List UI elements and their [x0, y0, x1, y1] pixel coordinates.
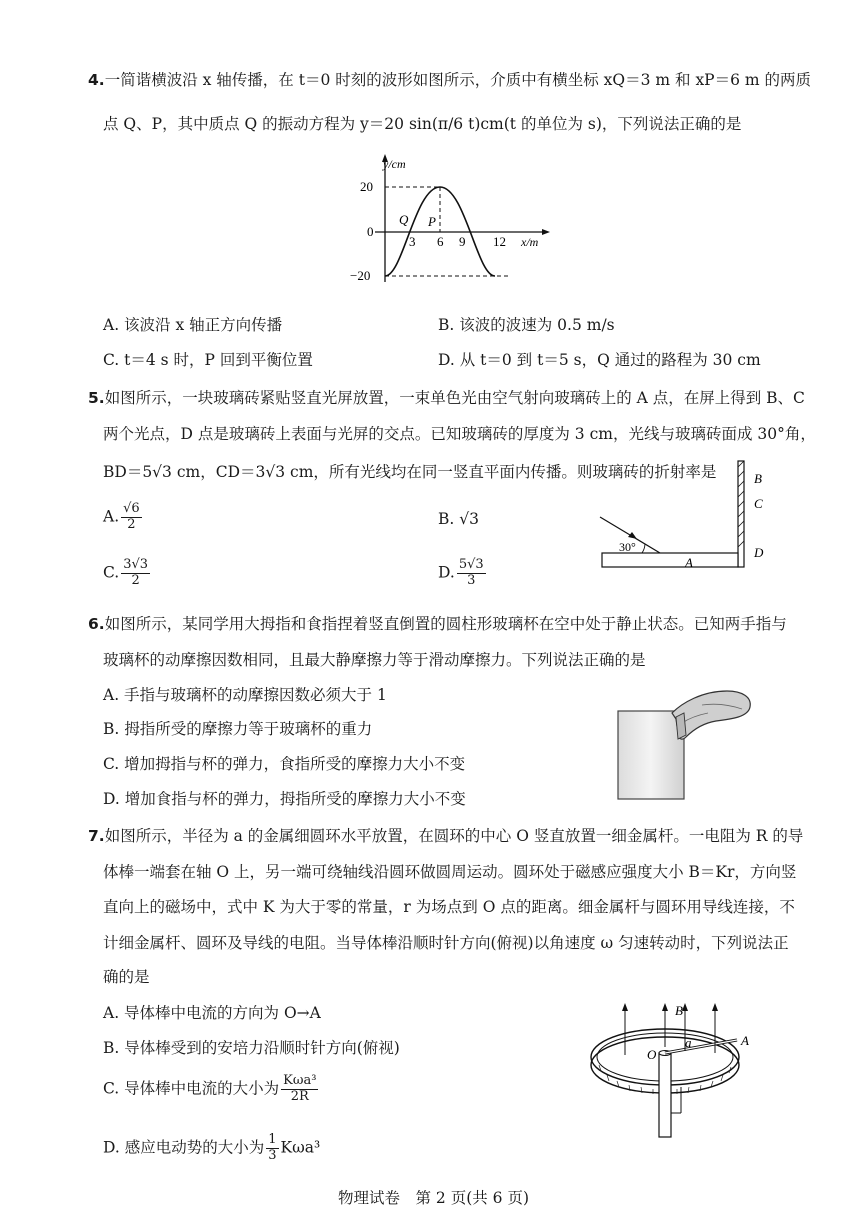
y-tick-0: 0 — [367, 224, 374, 239]
q4-option-c: C. t＝4 s 时，P 回到平衡位置 — [103, 351, 313, 369]
q7-option-a: A. 导体棒中电流的方向为 O→A — [103, 1004, 321, 1022]
label-a: a — [685, 1035, 692, 1050]
x-axis-label: x/m — [521, 235, 539, 249]
q5-number: 5. — [88, 389, 105, 407]
point-B-label: B — [754, 471, 762, 486]
q6-option-b: B. 拇指所受的摩擦力等于玻璃杯的重力 — [103, 720, 373, 738]
q4-line1 — [88, 68, 811, 90]
q5-option-c: C. $\frac{3√3}{2}$ — [103, 557, 149, 588]
q7-number: 7. — [88, 827, 105, 845]
x-tick-3: 3 — [409, 234, 416, 249]
q5-text1: 如图所示，一块玻璃砖紧贴竖直光屏放置，一束单色光由空气射向玻璃砖上的 A 点，在屏上得到 B、C — [104, 389, 805, 407]
q5-option-b: B. √3 — [438, 510, 479, 528]
y-tick-neg20: −20 — [350, 268, 371, 283]
angle-label: 30° — [619, 540, 636, 554]
point-D-label: D — [754, 545, 764, 560]
y-tick-20: 20 — [360, 179, 373, 194]
q7-option-d: D. 感应电动势的大小为 $\frac{1}{3}$ Kωa³ — [103, 1132, 321, 1163]
q6-glass-cup-hand-figure — [612, 683, 757, 803]
q6-line1 — [88, 612, 787, 634]
q7-ring-figure — [585, 995, 760, 1145]
q4-option-a: A. 该波沿 x 轴正方向传播 — [103, 316, 283, 334]
q5-line1 — [88, 386, 805, 408]
label-B: B — [675, 1003, 683, 1018]
q7-line4: 计细金属杆、圆环及导线的电阻。当导体棒沿顺时针方向(俯视)以角速度 ω 匀速转动时，下列说法正 — [103, 934, 789, 952]
q6-option-d: D. 增加食指与杯的弹力，拇指所受的摩擦力大小不变 — [103, 790, 466, 808]
label-O: O — [647, 1047, 657, 1062]
q6-line2: 玻璃杯的动摩擦因数相同，且最大静摩擦力等于滑动摩擦力。下列说法正确的是 — [103, 651, 646, 669]
q6-option-a: A. 手指与玻璃杯的动摩擦因数必须大于 1 — [103, 686, 387, 704]
x-tick-12: 12 — [493, 234, 506, 249]
q5-line3: BD＝5√3 cm，CD＝3√3 cm，所有光线均在同一竖直平面内传播。则玻璃砖的折射率是 — [103, 463, 717, 481]
q7-line2: 体棒一端套在轴 O 上，另一端可绕轴线沿圆环做圆周运动。圆环处于磁感应强度大小 B＝Kr，方向竖 — [103, 863, 797, 881]
q5-option-d: D. $\frac{5√3}{3}$ — [438, 557, 484, 588]
q6-text1: 如图所示，某同学用大拇指和食指捏着竖直倒置的圆柱形玻璃杯在空中处于静止状态。已知两手指与 — [104, 615, 787, 633]
point-C-label: C — [754, 496, 763, 511]
label-A: A — [741, 1033, 749, 1048]
q5-glass-figure — [592, 455, 772, 585]
q7-text1: 如图所示，半径为 a 的金属细圆环水平放置，在圆环的中心 O 竖直放置一细金属杆。一电阻为 R 的导 — [104, 827, 804, 845]
y-axis-label: y/cm — [383, 157, 406, 171]
q4-number: 4. — [88, 71, 105, 89]
q7-option-b: B. 导体棒受到的安培力沿顺时针方向(俯视) — [103, 1039, 400, 1057]
q4-text1: 一简谐横波沿 x 轴传播，在 t＝0 时刻的波形如图所示，介质中有横坐标 xQ＝3 m 和 xP＝6 m 的两质 — [104, 71, 812, 89]
q6-number: 6. — [88, 615, 105, 633]
x-tick-9: 9 — [459, 234, 466, 249]
point-A-label: A — [685, 555, 693, 570]
page-footer: 物理试卷 第 2 页(共 6 页) — [337, 1189, 530, 1207]
q4-option-d: D. 从 t＝0 到 t＝5 s，Q 通过的路程为 30 cm — [438, 351, 761, 369]
q4-option-b: B. 该波的波速为 0.5 m/s — [438, 316, 615, 334]
q7-line1 — [88, 824, 803, 846]
q5-option-a: A. $\frac{√6}{2}$ — [103, 501, 140, 532]
q6-option-c: C. 增加拇指与杯的弹力，食指所受的摩擦力大小不变 — [103, 755, 466, 773]
x-tick-6: 6 — [437, 234, 444, 249]
q7-line3: 直向上的磁场中，式中 K 为大于零的常量，r 为场点到 O 点的距离。细金属杆与圆环用导线连接，不 — [103, 898, 795, 916]
q4-line2: 点 Q、P，其中质点 Q 的振动方程为 y＝20 sin(π/6 t)cm(t 的单位为 s)，下列说法正确的是 — [103, 115, 742, 133]
point-P-label: P — [428, 214, 436, 229]
q4-wave-graph — [345, 150, 555, 290]
q5-line2: 两个光点，D 点是玻璃砖上表面与光屏的交点。已知玻璃砖的厚度为 3 cm，光线与玻璃砖面成 30°角， — [103, 425, 816, 443]
q7-line5: 确的是 — [103, 968, 150, 986]
q7-option-c: C. 导体棒中电流的大小为 $\frac{\text{Kωa³}}{2R}$ — [103, 1073, 317, 1104]
point-Q-label: Q — [399, 212, 409, 227]
